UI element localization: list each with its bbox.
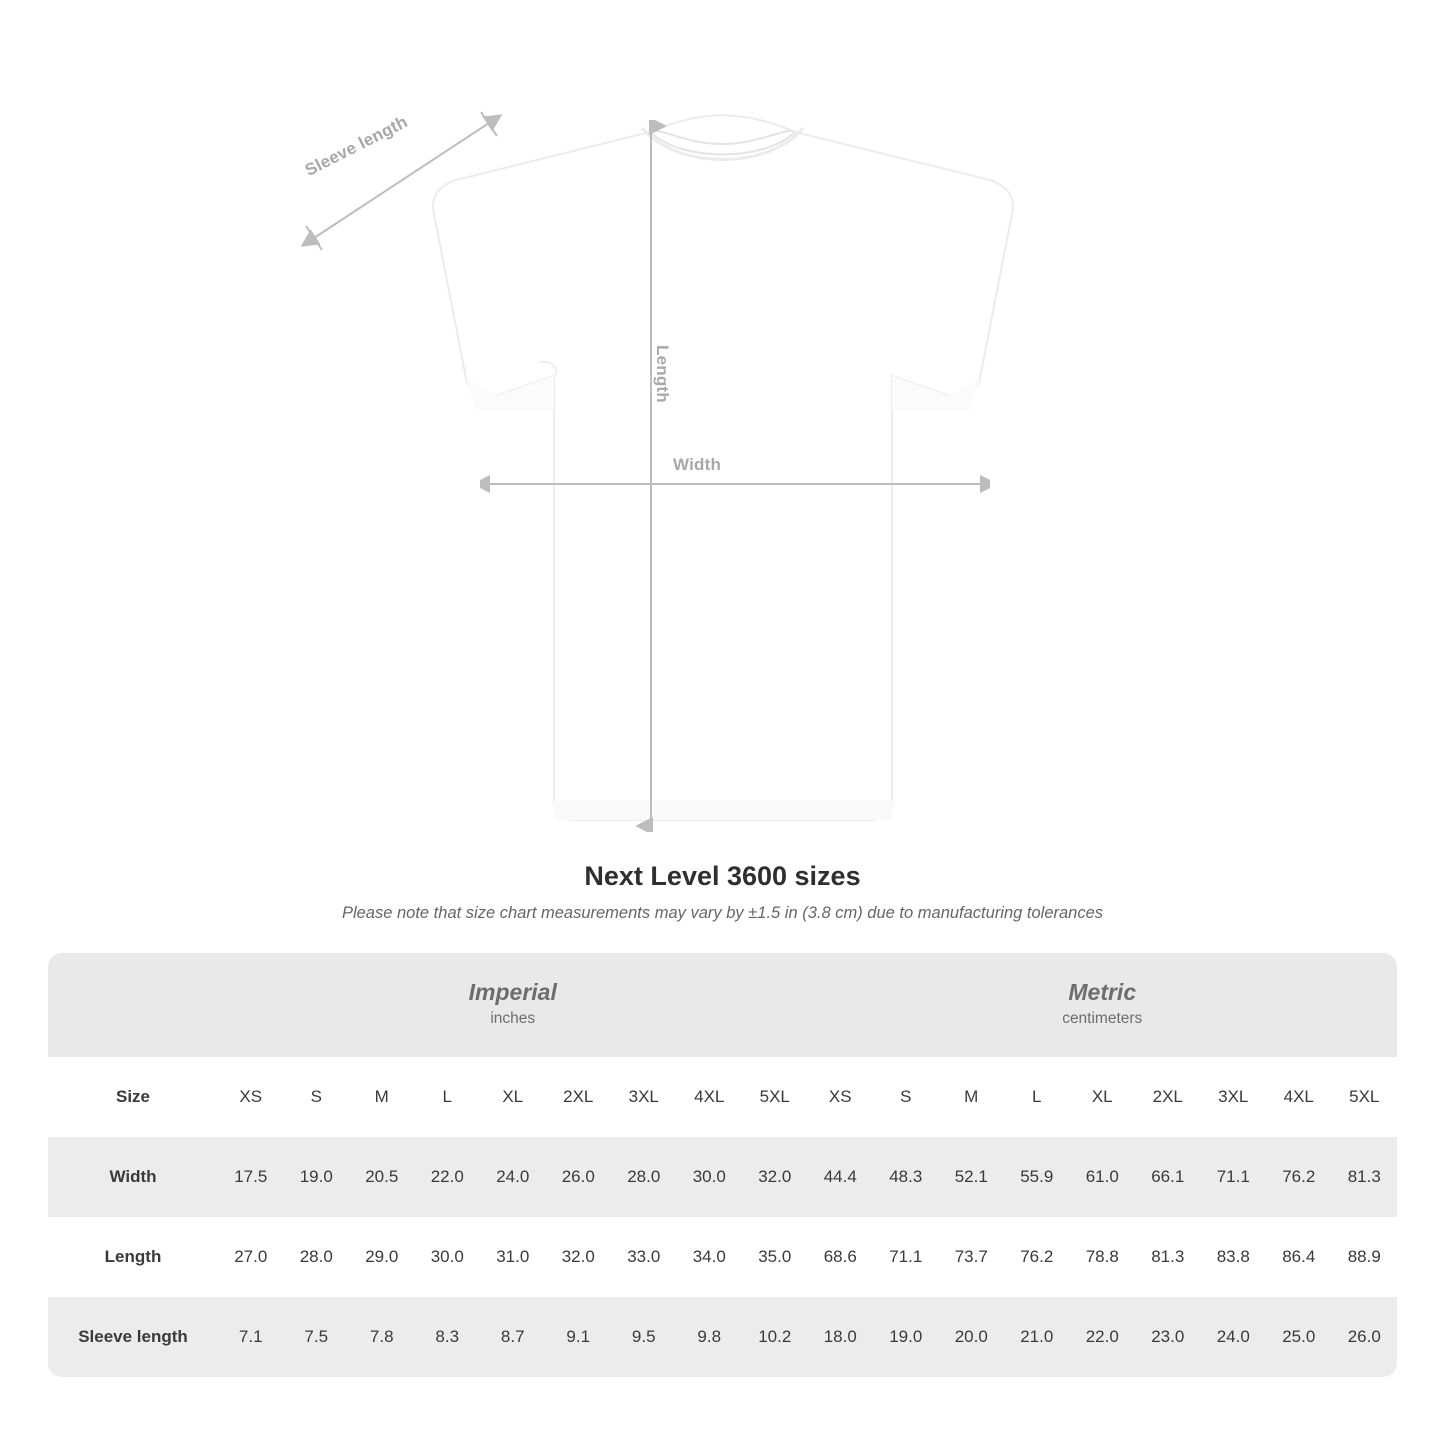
- size-col-m-imperial: M: [349, 1057, 415, 1137]
- cell-sleeve-14: 23.0: [1135, 1297, 1201, 1377]
- unit-group-metric: [808, 953, 1398, 1057]
- size-col-l-metric: L: [1004, 1057, 1070, 1137]
- cell-length-6: 33.0: [611, 1217, 677, 1297]
- unit-group-imperial-sub: inches: [490, 1009, 536, 1027]
- cell-length-1: 28.0: [284, 1217, 350, 1297]
- table-row-sleeve-length: [48, 1297, 1397, 1377]
- cell-sleeve-17: 26.0: [1332, 1297, 1398, 1377]
- cell-width-14: 66.1: [1135, 1137, 1201, 1217]
- cell-length-7: 34.0: [677, 1217, 743, 1297]
- size-col-xl-metric: XL: [1070, 1057, 1136, 1137]
- cell-width-15: 71.1: [1201, 1137, 1267, 1217]
- page-title: Next Level 3600 sizes: [584, 861, 861, 891]
- cell-length-10: 71.1: [873, 1217, 939, 1297]
- size-header-row: [48, 1057, 1397, 1137]
- size-col-m-metric: M: [939, 1057, 1005, 1137]
- cell-sleeve-1: 7.5: [284, 1297, 350, 1377]
- table-row-width: [48, 1137, 1397, 1217]
- cell-width-0: 17.5: [218, 1137, 284, 1217]
- cell-sleeve-7: 9.8: [677, 1297, 743, 1377]
- size-col-s-metric: S: [873, 1057, 939, 1137]
- unit-group-metric-sub: centimeters: [1062, 1009, 1143, 1027]
- cell-length-17: 88.9: [1332, 1217, 1398, 1297]
- cell-width-8: 32.0: [742, 1137, 808, 1217]
- cell-width-12: 55.9: [1004, 1137, 1070, 1217]
- size-table: [48, 953, 1397, 1377]
- cell-length-4: 31.0: [480, 1217, 546, 1297]
- cell-length-0: 27.0: [218, 1217, 284, 1297]
- row-label-sleeve-length: Sleeve length: [48, 1297, 218, 1377]
- cell-length-8: 35.0: [742, 1217, 808, 1297]
- cell-width-13: 61.0: [1070, 1137, 1136, 1217]
- size-col-xl-imperial: XL: [480, 1057, 546, 1137]
- size-header-label: Size: [48, 1057, 218, 1137]
- cell-length-13: 78.8: [1070, 1217, 1136, 1297]
- cell-length-5: 32.0: [546, 1217, 612, 1297]
- cell-sleeve-15: 24.0: [1201, 1297, 1267, 1377]
- cell-length-12: 76.2: [1004, 1217, 1070, 1297]
- size-col-5xl-metric: 5XL: [1332, 1057, 1398, 1137]
- row-label-length: Length: [48, 1217, 218, 1297]
- cell-width-4: 24.0: [480, 1137, 546, 1217]
- cell-sleeve-13: 22.0: [1070, 1297, 1136, 1377]
- cell-width-17: 81.3: [1332, 1137, 1398, 1217]
- size-col-s-imperial: S: [284, 1057, 350, 1137]
- unit-group-imperial-name: Imperial: [468, 979, 557, 1006]
- cell-sleeve-3: 8.3: [415, 1297, 481, 1377]
- cell-width-7: 30.0: [677, 1137, 743, 1217]
- size-col-4xl-imperial: 4XL: [677, 1057, 743, 1137]
- cell-sleeve-0: 7.1: [218, 1297, 284, 1377]
- cell-width-9: 44.4: [808, 1137, 874, 1217]
- table-row-length: [48, 1217, 1397, 1297]
- cell-length-14: 81.3: [1135, 1217, 1201, 1297]
- unit-header-spacer: [48, 953, 218, 1057]
- unit-group-imperial: [218, 953, 808, 1057]
- size-col-l-imperial: L: [415, 1057, 481, 1137]
- cell-sleeve-4: 8.7: [480, 1297, 546, 1377]
- unit-group-metric-name: Metric: [1068, 979, 1137, 1006]
- cell-width-2: 20.5: [349, 1137, 415, 1217]
- size-col-xs-imperial: XS: [218, 1057, 284, 1137]
- sleeve-length-label: Sleeve length: [302, 112, 411, 180]
- cell-sleeve-11: 20.0: [939, 1297, 1005, 1377]
- cell-width-11: 52.1: [939, 1137, 1005, 1217]
- tolerance-note: Please note that size chart measurements may vary by ±1.5 in (3.8 cm) due to manufacturing tolerances: [341, 904, 1104, 922]
- size-col-3xl-metric: 3XL: [1201, 1057, 1267, 1137]
- length-label: Length: [653, 345, 672, 403]
- width-label: Width: [673, 455, 722, 474]
- cell-width-3: 22.0: [415, 1137, 481, 1217]
- cell-sleeve-12: 21.0: [1004, 1297, 1070, 1377]
- size-col-3xl-imperial: 3XL: [611, 1057, 677, 1137]
- cell-sleeve-10: 19.0: [873, 1297, 939, 1377]
- size-col-xs-metric: XS: [808, 1057, 874, 1137]
- cell-width-1: 19.0: [284, 1137, 350, 1217]
- cell-sleeve-9: 18.0: [808, 1297, 874, 1377]
- cell-sleeve-5: 9.1: [546, 1297, 612, 1377]
- cell-length-2: 29.0: [349, 1217, 415, 1297]
- width-arrow: [480, 472, 990, 496]
- cell-width-6: 28.0: [611, 1137, 677, 1217]
- cell-width-10: 48.3: [873, 1137, 939, 1217]
- size-table-wrapper: [48, 953, 1397, 1377]
- cell-length-3: 30.0: [415, 1217, 481, 1297]
- size-col-2xl-imperial: 2XL: [546, 1057, 612, 1137]
- size-col-5xl-imperial: 5XL: [742, 1057, 808, 1137]
- size-col-4xl-metric: 4XL: [1266, 1057, 1332, 1137]
- row-label-width: Width: [48, 1137, 218, 1217]
- cell-length-16: 86.4: [1266, 1217, 1332, 1297]
- cell-length-15: 83.8: [1201, 1217, 1267, 1297]
- size-col-2xl-metric: 2XL: [1135, 1057, 1201, 1137]
- cell-sleeve-16: 25.0: [1266, 1297, 1332, 1377]
- cell-sleeve-6: 9.5: [611, 1297, 677, 1377]
- cell-width-5: 26.0: [546, 1137, 612, 1217]
- cell-length-9: 68.6: [808, 1217, 874, 1297]
- unit-header-row: [48, 953, 1397, 1057]
- cell-length-11: 73.7: [939, 1217, 1005, 1297]
- cell-width-16: 76.2: [1266, 1137, 1332, 1217]
- cell-sleeve-2: 7.8: [349, 1297, 415, 1377]
- title-block: [0, 861, 1445, 923]
- cell-sleeve-8: 10.2: [742, 1297, 808, 1377]
